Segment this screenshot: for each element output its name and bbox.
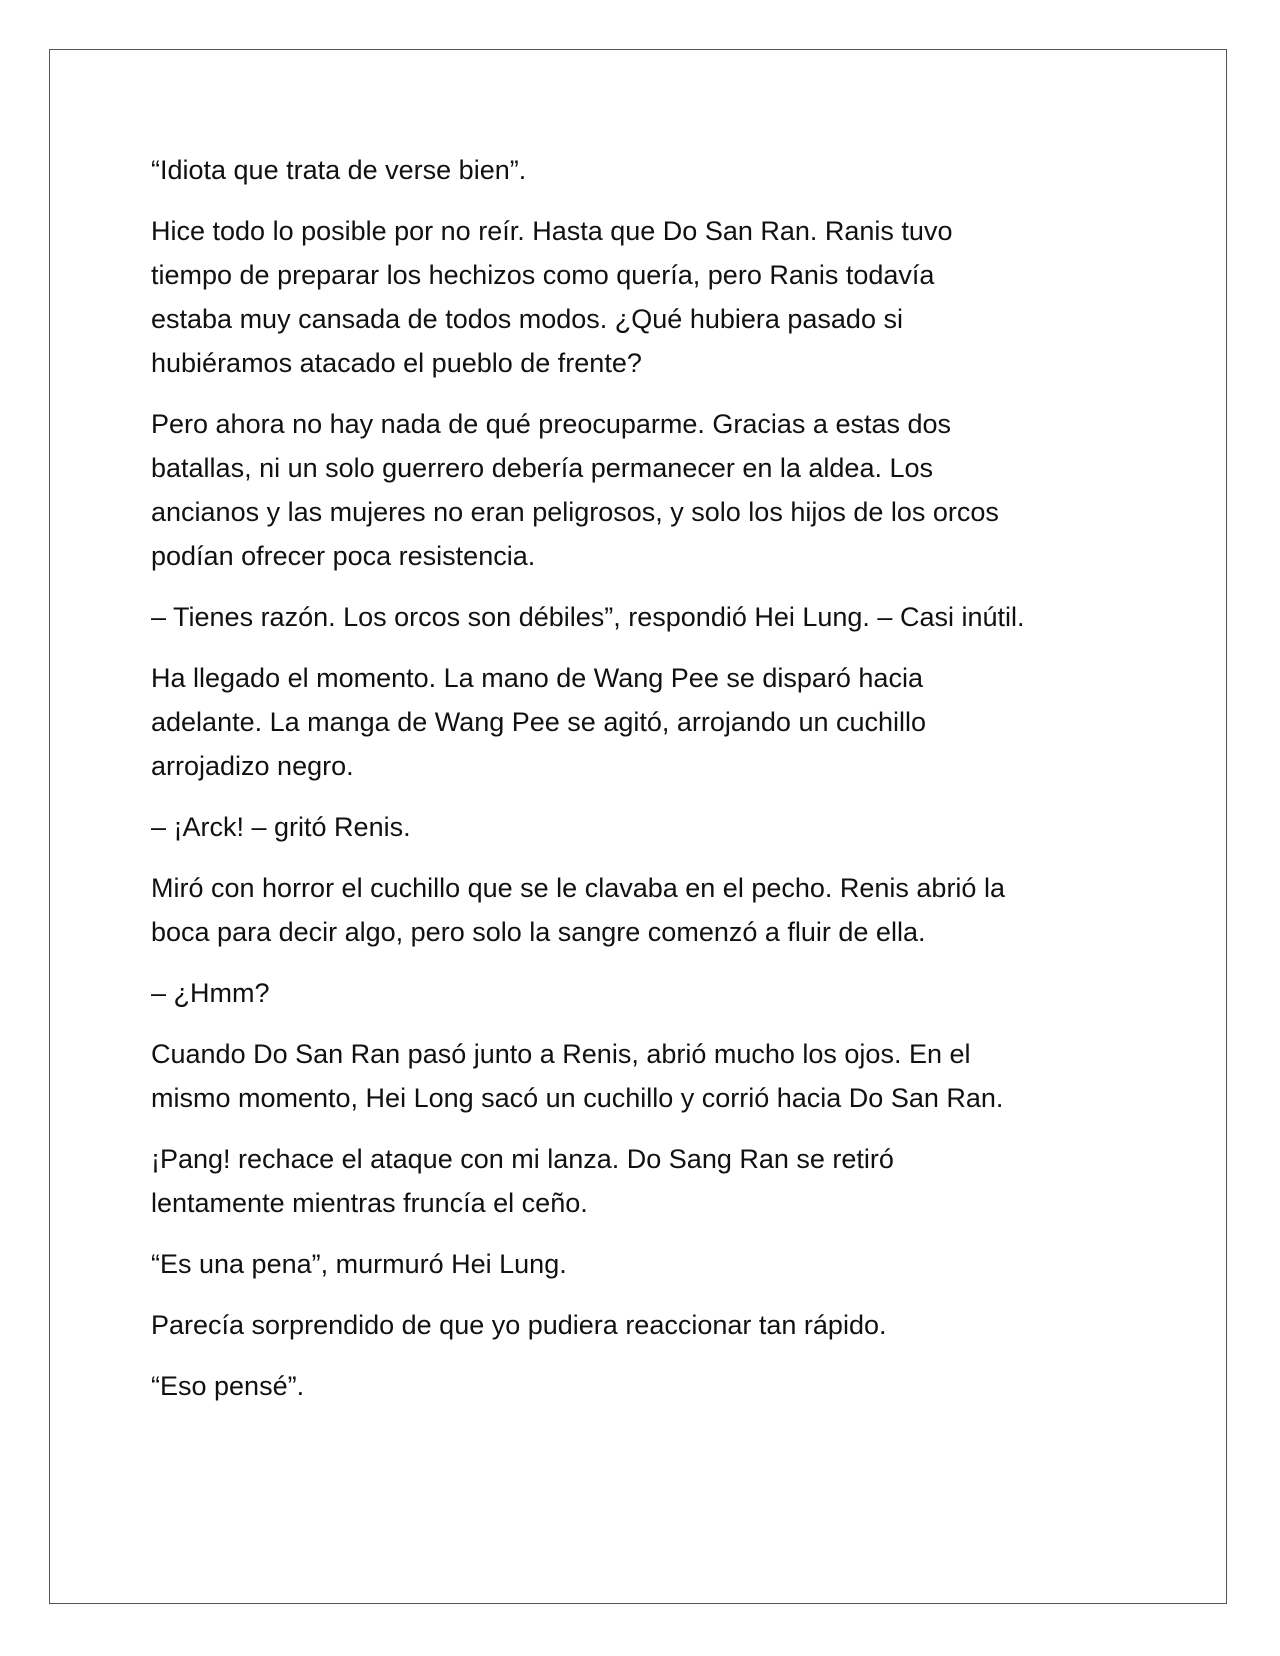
paragraph xyxy=(151,656,1151,788)
document-body xyxy=(151,148,1151,1425)
paragraph xyxy=(151,805,1151,849)
paragraph xyxy=(151,971,1151,1015)
paragraph xyxy=(151,1364,1151,1408)
text-line: hubiéramos atacado el pueblo de frente? xyxy=(151,348,642,378)
paragraph xyxy=(151,209,1151,385)
text-line: arrojadizo negro. xyxy=(151,751,354,781)
paragraph xyxy=(151,1032,1151,1120)
paragraph xyxy=(151,1137,1151,1225)
text-line: ¡Pang! rechace el ataque con mi lanza. Do Sang Ran se retiró xyxy=(151,1144,894,1174)
text-line: boca para decir algo, pero solo la sangre comenzó a fluir de ella. xyxy=(151,917,926,947)
paragraph xyxy=(151,1303,1151,1347)
text-line: Pero ahora no hay nada de qué preocuparme. Gracias a estas dos xyxy=(151,409,952,439)
text-line: lentamente mientras fruncía el ceño. xyxy=(151,1188,588,1218)
text-line: ancianos y las mujeres no eran peligrosos, y solo los hijos de los orcos xyxy=(151,497,999,527)
text-line: Hice todo lo posible por no reír. Hasta que Do San Ran. Ranis tuvo xyxy=(151,216,953,246)
text-line: – ¿Hmm? xyxy=(151,978,270,1008)
text-line: estaba muy cansada de todos modos. ¿Qué hubiera pasado si xyxy=(151,304,903,334)
text-line: Ha llegado el momento. La mano de Wang Pee se disparó hacia xyxy=(151,663,923,693)
text-line: tiempo de preparar los hechizos como quería, pero Ranis todavía xyxy=(151,260,935,290)
text-line: mismo momento, Hei Long sacó un cuchillo y corrió hacia Do San Ran. xyxy=(151,1083,1004,1113)
text-line: “Eso pensé”. xyxy=(151,1371,305,1401)
paragraph xyxy=(151,1242,1151,1286)
text-line: Parecía sorprendido de que yo pudiera reaccionar tan rápido. xyxy=(151,1310,887,1340)
text-line: “Es una pena”, murmuró Hei Lung. xyxy=(151,1249,567,1279)
text-line: – ¡Arck! – gritó Renis. xyxy=(151,812,411,842)
paragraph xyxy=(151,402,1151,578)
paragraph xyxy=(151,866,1151,954)
paragraph xyxy=(151,148,1151,192)
paragraph xyxy=(151,595,1151,639)
text-line: – Tienes razón. Los orcos son débiles”, respondió Hei Lung. – Casi inútil. xyxy=(151,602,1025,632)
text-line: Miró con horror el cuchillo que se le clavaba en el pecho. Renis abrió la xyxy=(151,873,1005,903)
text-line: adelante. La manga de Wang Pee se agitó, arrojando un cuchillo xyxy=(151,707,927,737)
text-line: podían ofrecer poca resistencia. xyxy=(151,541,536,571)
text-line: batallas, ni un solo guerrero debería permanecer en la aldea. Los xyxy=(151,453,933,483)
text-line: Cuando Do San Ran pasó junto a Renis, abrió mucho los ojos. En el xyxy=(151,1039,971,1069)
text-line: “Idiota que trata de verse bien”. xyxy=(151,155,527,185)
